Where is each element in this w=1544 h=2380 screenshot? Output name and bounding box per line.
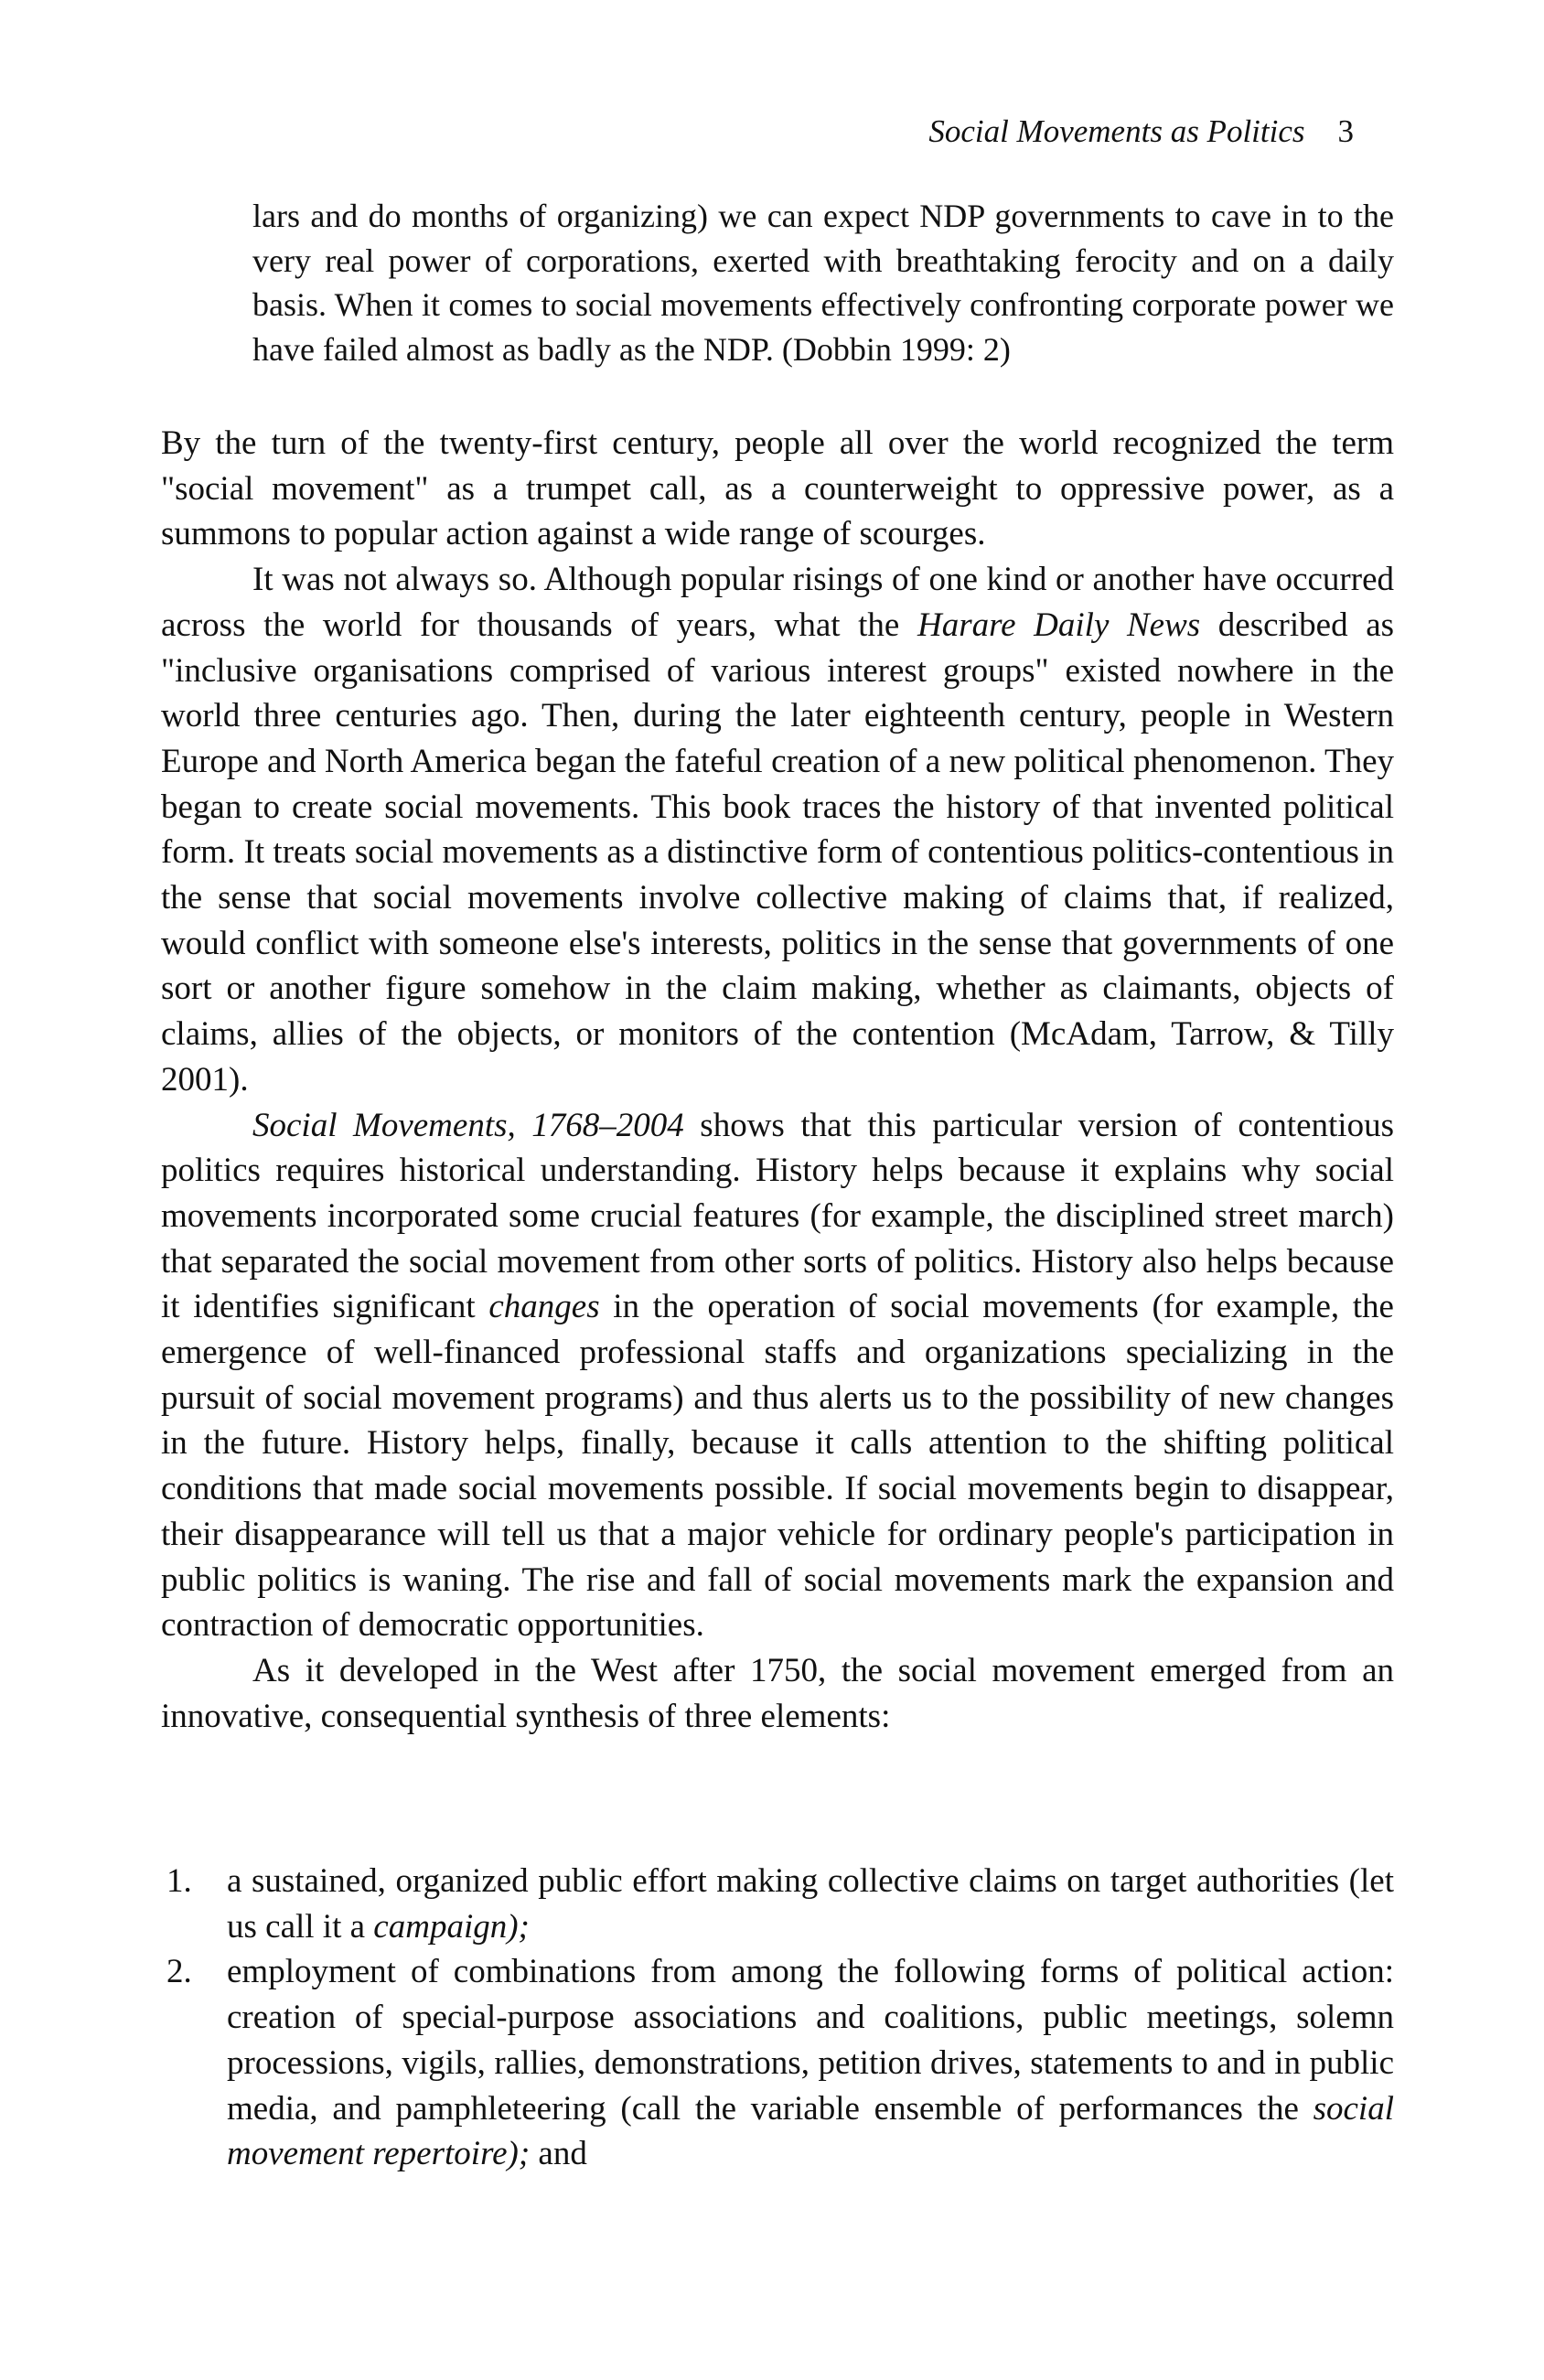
paragraph-3: [161, 1103, 1394, 1648]
block-quote: [252, 194, 1394, 371]
running-head: [928, 115, 1354, 147]
emphasis-changes: changes: [488, 1288, 600, 1326]
numbered-list: [161, 1859, 1394, 2177]
list-item: [161, 1949, 1394, 2177]
paragraph-2-rest: described as "inclusive organisations comprised of various interest groups" existed nowhere in the world three centuries ago. Then, during the later eighteenth century, people in Western Europe and North America began the fateful creation of a new political phenomenon. They began to create social movements. This book traces the history of that invented political form. It treats social movements as a distinctive form of contentious politics-contentious in the sense that social movements involve collective making of claims that, if realized, would conflict with someone else's interests, politics in the sense that governments of one sort or another figure somehow in the claim making, whether as claimants, objects of claims, allies of the objects, or monitors of the contention (McAdam, Tarrow, & Tilly 2001).: [161, 606, 1395, 1099]
paragraph-2-start: It was not always so. Although popular risings of one kind or another have occurred across the world for thousands of years, what the: [161, 561, 1394, 644]
paragraph-3-start: shows that this particular version of contentious politics requires historical understanding. History helps because it explains why social movements incorporated some crucial features (for example, the disciplined street march) that separated the social movement from other sorts of politics. History also helps because it identifies significant: [161, 1106, 1394, 1326]
list-item-text: a sustained, organized public effort making collective claims on target authorities (let us call it a: [227, 1862, 1394, 1946]
list-item-tail: and: [530, 2135, 587, 2173]
list-item-emphasis: campaign);: [373, 1907, 530, 1946]
running-head-title: Social Movements as Politics: [928, 113, 1305, 149]
list-item-emphasis: social movement repertoire);: [227, 2089, 1394, 2173]
body-text: [161, 421, 1394, 1739]
list-item-number: 2.: [166, 1953, 192, 1991]
paragraph-2: [161, 557, 1394, 1102]
list-item-number: 1.: [166, 1862, 192, 1900]
list-item-text: employment of combinations from among the following forms of political action: creation of special-purpose associations and coalitions, public meetings, solemn processions, vigils, rallies, demonstrations, petition drives, statements to and in public media, and pamphleteering (call the variable ensemble of performances the: [227, 1953, 1394, 2128]
newspaper-title: Harare Daily News: [917, 606, 1201, 644]
page-number: 3: [1337, 113, 1354, 149]
block-quote-text: lars and do months of organizing) we can expect NDP governments to cave in to the very real power of corporations, exerted with breathtaking ferocity and on a daily basis. When it comes to social movements effectively confronting corporate power we have failed almost as badly as the NDP. (Dobbin 1999: 2): [252, 198, 1394, 368]
paragraph-4: As it developed in the West after 1750, the social movement emerged from an innovative, consequential synthesis of three elements:: [161, 1651, 1394, 1735]
book-title: Social Movements, 1768–2004: [252, 1106, 684, 1144]
list-item: [161, 1859, 1394, 1949]
paragraph-3-rest: in the operation of social movements (for example, the emergence of well-financed professional staffs and organizations specializing in the pursuit of social movement programs) and thus alerts us to the possibility of new changes in the future. History helps, finally, because it calls attention to the shifting political conditions that made social movements possible. If social movements begin to disappear, their disappearance will tell us that a major vehicle for ordinary people's participation in public politics is waning. The rise and fall of social movements mark the expansion and contraction of democratic opportunities.: [161, 1288, 1394, 1645]
paragraph-1: By the turn of the twenty-first century, people all over the world recognized the term "social movement" as a trumpet call, as a counterweight to oppressive power, as a summons to popular action against a wide range of scourges.: [161, 424, 1394, 553]
